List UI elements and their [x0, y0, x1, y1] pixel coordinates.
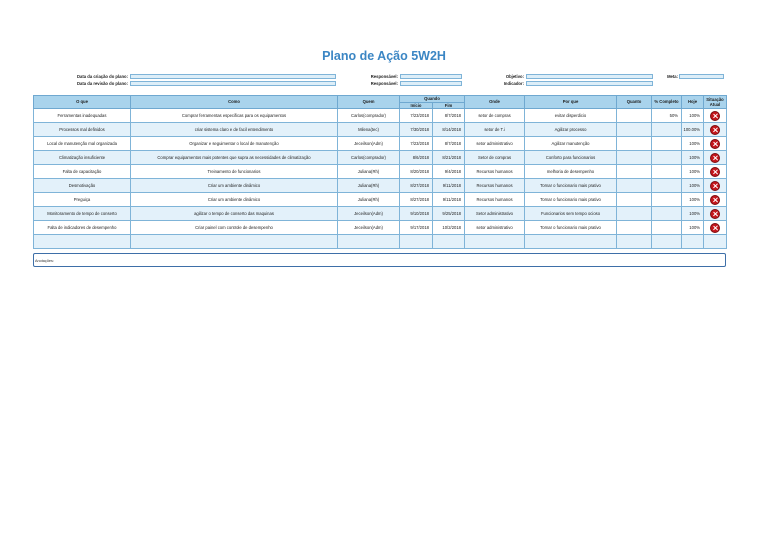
cell-how-much[interactable]	[617, 165, 652, 179]
cell-where[interactable]: setor administrativo	[465, 137, 525, 151]
header-how-much: Quanto	[617, 96, 652, 109]
indicator-label: Indicador:	[503, 81, 524, 86]
cell-end[interactable]: 8/7/2018	[433, 137, 465, 151]
cell-today[interactable]: 100%	[682, 165, 704, 179]
cell-what[interactable]: Monitoramento de tempo de conserto	[34, 207, 131, 221]
cell-today[interactable]: 100%	[682, 151, 704, 165]
cell-where[interactable]: Setor administrativo	[465, 207, 525, 221]
table-row	[34, 193, 727, 207]
cell-start[interactable]: 8/27/2018	[400, 193, 433, 207]
cell-what[interactable]: Climatização insuficiente	[34, 151, 131, 165]
cell-start[interactable]: 8/20/2018	[400, 165, 433, 179]
responsible-field-1[interactable]	[400, 74, 462, 79]
cell-today[interactable]: 100%	[682, 109, 704, 123]
cell-who[interactable]	[338, 235, 400, 249]
goal-label: Meta:	[667, 74, 678, 79]
cell-status[interactable]	[704, 179, 727, 193]
cell-where[interactable]: Recursos humanos	[465, 193, 525, 207]
objective-field[interactable]	[526, 74, 653, 79]
cell-end[interactable]: 8/14/2018	[433, 123, 465, 137]
cell-how-much[interactable]	[617, 221, 652, 235]
cell-what[interactable]: Processos mal definidos	[34, 123, 131, 137]
cell-what[interactable]	[34, 235, 131, 249]
cell-who[interactable]: Juliana(Rh)	[338, 179, 400, 193]
x-circle-icon	[710, 111, 720, 121]
cell-start[interactable]: 7/30/2018	[400, 123, 433, 137]
cell-why[interactable]: evitar disperdicio	[525, 109, 617, 123]
cell-how[interactable]: Organizar e seguimentar o local de manutenção	[131, 137, 338, 151]
cell-how-much[interactable]	[617, 207, 652, 221]
table-row	[34, 109, 727, 123]
cell-how[interactable]	[131, 235, 338, 249]
creation-date-label: Data da criação do plano:	[77, 74, 128, 79]
revision-date-label: Data da revisão do plano:	[77, 81, 128, 86]
cell-where[interactable]	[465, 235, 525, 249]
cell-what[interactable]: Falta de capacitação	[34, 165, 131, 179]
objective-label: Objetivo:	[505, 74, 524, 79]
table-row	[34, 235, 727, 249]
cell-start[interactable]: 9/10/2018	[400, 207, 433, 221]
cell-where[interactable]: Recursos humanos	[465, 165, 525, 179]
table-row	[34, 221, 727, 235]
table-row	[34, 151, 727, 165]
cell-status[interactable]	[704, 207, 727, 221]
cell-today[interactable]: 100.00%	[682, 123, 704, 137]
indicator-field[interactable]	[526, 81, 653, 86]
cell-why[interactable]: Tornar o funcionario mais prativo	[525, 179, 617, 193]
cell-who[interactable]: Jeceilson(Adm)	[338, 207, 400, 221]
header-when: Quando	[400, 96, 465, 103]
responsible-label-2: Responsável:	[370, 81, 398, 86]
cell-who[interactable]: Milena(tec)	[338, 123, 400, 137]
responsible-field-2[interactable]	[400, 81, 462, 86]
header-where: Onde	[465, 96, 525, 109]
cell-how-much[interactable]	[617, 137, 652, 151]
cell-today[interactable]: 100%	[682, 193, 704, 207]
cell-status[interactable]	[704, 151, 727, 165]
header-start: Início	[400, 102, 433, 109]
cell-pct-complete[interactable]	[652, 179, 682, 193]
cell-how[interactable]: Treinamento de funcionarios	[131, 165, 338, 179]
cell-how[interactable]: agilizar o tempo de conserto das maquinas	[131, 207, 338, 221]
header-why: Por que	[525, 96, 617, 109]
table-row	[34, 207, 727, 221]
cell-how[interactable]: Criar painel com controle de desempenho	[131, 221, 338, 235]
goal-field[interactable]	[679, 74, 724, 79]
cell-status[interactable]	[704, 235, 727, 249]
cell-today[interactable]: 100%	[682, 179, 704, 193]
cell-what[interactable]: Local de manutenção mal organizada	[34, 137, 131, 151]
cell-how-much[interactable]	[617, 151, 652, 165]
x-circle-icon	[710, 167, 720, 177]
x-circle-icon	[710, 223, 720, 233]
notes-label: Anotações:	[35, 259, 54, 263]
cell-where[interactable]: Recursos humanos	[465, 179, 525, 193]
cell-status[interactable]	[704, 221, 727, 235]
cell-why[interactable]: melhoria de desempenho	[525, 165, 617, 179]
x-circle-icon	[710, 153, 720, 163]
cell-status[interactable]	[704, 193, 727, 207]
table-row	[34, 165, 727, 179]
cell-pct-complete[interactable]	[652, 221, 682, 235]
cell-why[interactable]: Tornar o funcionario mais prativo	[525, 221, 617, 235]
cell-end[interactable]: 9/11/2018	[433, 179, 465, 193]
header-pct-complete: % Completo	[652, 96, 682, 109]
cell-start[interactable]	[400, 235, 433, 249]
cell-end[interactable]: 9/25/2018	[433, 207, 465, 221]
header-what: O que	[34, 96, 131, 109]
cell-how[interactable]: Criar um ambiente dinâmico	[131, 179, 338, 193]
cell-today[interactable]	[682, 235, 704, 249]
x-circle-icon	[710, 195, 720, 205]
revision-date-field[interactable]	[130, 81, 336, 86]
action-plan-table	[33, 95, 727, 249]
cell-start[interactable]: 8/6/2018	[400, 151, 433, 165]
cell-end[interactable]: 9/4/2018	[433, 165, 465, 179]
creation-date-field[interactable]	[130, 74, 336, 79]
cell-start[interactable]: 8/27/2018	[400, 179, 433, 193]
cell-pct-complete[interactable]	[652, 235, 682, 249]
cell-today[interactable]: 100%	[682, 137, 704, 151]
header-end: Fim	[433, 102, 465, 109]
table-row	[34, 137, 727, 151]
cell-end[interactable]: 8/7/2018	[433, 109, 465, 123]
cell-who[interactable]: Carlos(comprador)	[338, 151, 400, 165]
cell-where[interactable]: setor de compras	[465, 109, 525, 123]
cell-status[interactable]	[704, 165, 727, 179]
cell-why[interactable]: Conforto para funcionarios	[525, 151, 617, 165]
cell-where[interactable]: Setor de compras	[465, 151, 525, 165]
cell-pct-complete[interactable]	[652, 123, 682, 137]
cell-who[interactable]: Carlos(comprador)	[338, 109, 400, 123]
table-row	[34, 123, 727, 137]
cell-where[interactable]: setor de T.i	[465, 123, 525, 137]
x-circle-icon	[710, 181, 720, 191]
x-circle-icon	[710, 139, 720, 149]
cell-pct-complete[interactable]	[652, 137, 682, 151]
cell-who[interactable]: Juliana(Rh)	[338, 165, 400, 179]
cell-pct-complete[interactable]	[652, 193, 682, 207]
cell-start[interactable]: 7/23/2018	[400, 109, 433, 123]
cell-start[interactable]: 7/23/2018	[400, 137, 433, 151]
cell-how-much[interactable]	[617, 235, 652, 249]
cell-who[interactable]: Juliana(Rh)	[338, 193, 400, 207]
page-title: Plano de Ação 5W2H	[322, 49, 446, 63]
cell-end[interactable]: 8/21/2018	[433, 151, 465, 165]
header-who: Quem	[338, 96, 400, 109]
cell-what[interactable]: Ferramentas inadequadas	[34, 109, 131, 123]
cell-what[interactable]: Falta de indicadores de desempenho	[34, 221, 131, 235]
cell-start[interactable]: 9/17/2018	[400, 221, 433, 235]
cell-pct-complete[interactable]: 50%	[652, 109, 682, 123]
header-status: Situação Atual	[704, 96, 727, 109]
header-today: Hoje	[682, 96, 704, 109]
cell-why[interactable]: Agilizar processo	[525, 123, 617, 137]
x-circle-icon	[710, 209, 720, 219]
header-how: Como	[131, 96, 338, 109]
cell-how[interactable]: criar sistema claro e de facil entendimento	[131, 123, 338, 137]
table-row	[34, 179, 727, 193]
cell-what[interactable]: Preguiça	[34, 193, 131, 207]
cell-why[interactable]: Funcionarios sem tempo ocioso	[525, 207, 617, 221]
cell-status[interactable]	[704, 123, 727, 137]
cell-why[interactable]	[525, 235, 617, 249]
cell-today[interactable]: 100%	[682, 207, 704, 221]
cell-how-much[interactable]	[617, 123, 652, 137]
notes-box[interactable]	[33, 253, 726, 267]
cell-how[interactable]: Comprar equipamentos mais potentes que supra as necessidades de climatização	[131, 151, 338, 165]
cell-how-much[interactable]	[617, 193, 652, 207]
cell-how-much[interactable]	[617, 179, 652, 193]
cell-why[interactable]: Agilizar manutenção	[525, 137, 617, 151]
cell-end[interactable]	[433, 235, 465, 249]
cell-status[interactable]	[704, 109, 727, 123]
cell-where[interactable]: setor administrativo	[465, 221, 525, 235]
cell-end[interactable]: 9/11/2018	[433, 193, 465, 207]
cell-status[interactable]	[704, 137, 727, 151]
cell-pct-complete[interactable]	[652, 151, 682, 165]
cell-today[interactable]: 100%	[682, 221, 704, 235]
x-circle-icon	[710, 125, 720, 135]
cell-what[interactable]: Desmotivação	[34, 179, 131, 193]
cell-who[interactable]: Jeceilson(Adm)	[338, 221, 400, 235]
cell-how[interactable]: Criar um ambiente dinâmico	[131, 193, 338, 207]
responsible-label-1: Responsável:	[370, 74, 398, 79]
cell-how[interactable]: Comprar ferramentas especificas para os equipamentos	[131, 109, 338, 123]
cell-why[interactable]: Tornar o funcionario mais prativo	[525, 193, 617, 207]
cell-pct-complete[interactable]	[652, 207, 682, 221]
cell-how-much[interactable]	[617, 109, 652, 123]
cell-pct-complete[interactable]	[652, 165, 682, 179]
cell-end[interactable]: 10/2/2018	[433, 221, 465, 235]
cell-who[interactable]: Jeceilson(Adm)	[338, 137, 400, 151]
